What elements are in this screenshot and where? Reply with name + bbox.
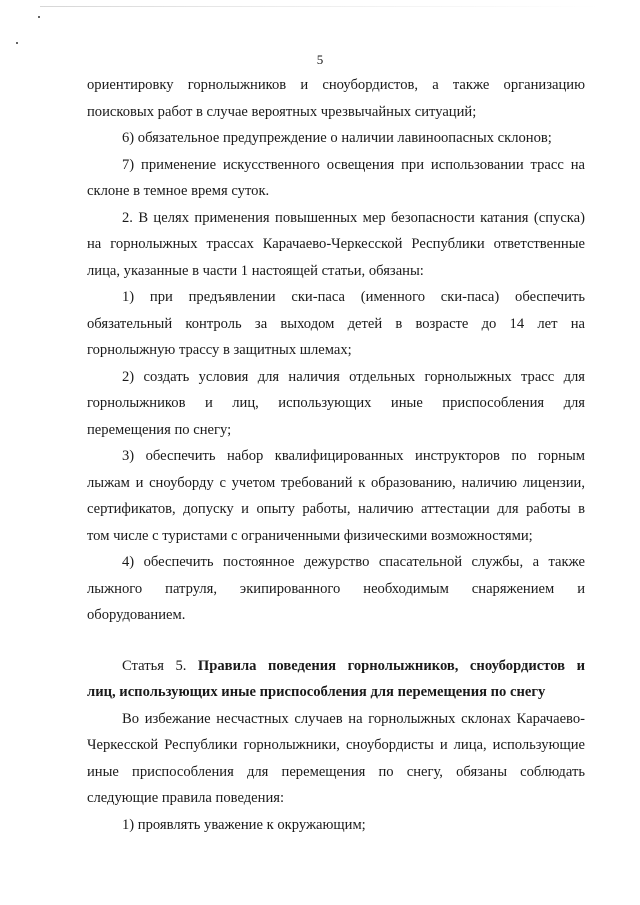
scan-edge-line [40, 6, 600, 7]
text-line: лыжного патруля, экипированного необходимым снаряжением и [87, 580, 585, 597]
text-line: на горнолыжных трассах Карачаево-Черкесской Республики ответственные [87, 236, 585, 252]
text-line: 1) при предъявлении ски-паса (именного ски-паса) обеспечить [122, 289, 585, 305]
text-line: горнолыжную трассу в защитных шлемах; [87, 342, 352, 358]
text-line: ориентировку горнолыжников и сноубордистов, а также организацию [87, 77, 585, 93]
page-number: 5 [316, 52, 324, 67]
scan-speck [16, 42, 18, 44]
text-line: лица, указанные в части 1 настоящей статьи, обязаны: [87, 262, 424, 279]
text-line: следующие правила поведения: [87, 790, 285, 806]
text-line: 6) обязательное предупреждение о наличии лавиноопасных склонов; [122, 130, 552, 146]
text-line: 1) проявлять уважение к окружающим; [122, 816, 366, 833]
text-line: 4) обеспечить постоянное дежурство спасательной службы, а также [122, 554, 585, 570]
text-line: 2) создать условия для наличия отдельных горнолыжных трасс для [122, 368, 585, 385]
article-heading-line1: Статья 5. Правила поведения горнолыжников, сноубордистов и [122, 657, 585, 674]
article-heading-line2: лиц, использующих иные приспособления для перемещения по снегу [87, 684, 546, 700]
text-line: склоне в темное время суток. [87, 183, 270, 199]
text-line: Черкесской Республики горнолыжники, сноубордисты и лица, использующие [87, 737, 585, 753]
scan-speck [38, 16, 40, 18]
text-line: 7) применение искусственного освещения при использовании трасс на [122, 156, 585, 173]
text-line: обязательный контроль за выходом детей в возрасте до 14 лет на [87, 315, 585, 332]
text-line: лыжам и сноуборду с учетом требований к образованию, наличию лицензии, [87, 474, 585, 491]
text-line: том числе с туристами с ограниченными физическими возможностями; [87, 527, 533, 544]
section-gap [87, 629, 585, 653]
text-line: Во избежание несчастных случаев на горнолыжных склонах Карачаево- [122, 710, 585, 727]
text-line: 3) обеспечить набор квалифицированных инструкторов по горным [122, 448, 585, 464]
text-line: сертификатов, допуску и опыту работы, наличию аттестации для работы в [87, 501, 585, 517]
text-line: оборудованием. [87, 607, 186, 623]
text-line: иные приспособления для перемещения по снегу, обязаны соблюдать [87, 763, 585, 780]
text-line: перемещения по снегу; [87, 421, 232, 438]
text-line: горнолыжников и лиц, использующих иные приспособления для [87, 395, 585, 411]
text-line: поисковых работ в случае вероятных чрезвычайных ситуаций; [87, 103, 477, 120]
body-text [87, 72, 585, 838]
text-line: 2. В целях применения повышенных мер безопасности катания (спуска) [122, 209, 585, 226]
